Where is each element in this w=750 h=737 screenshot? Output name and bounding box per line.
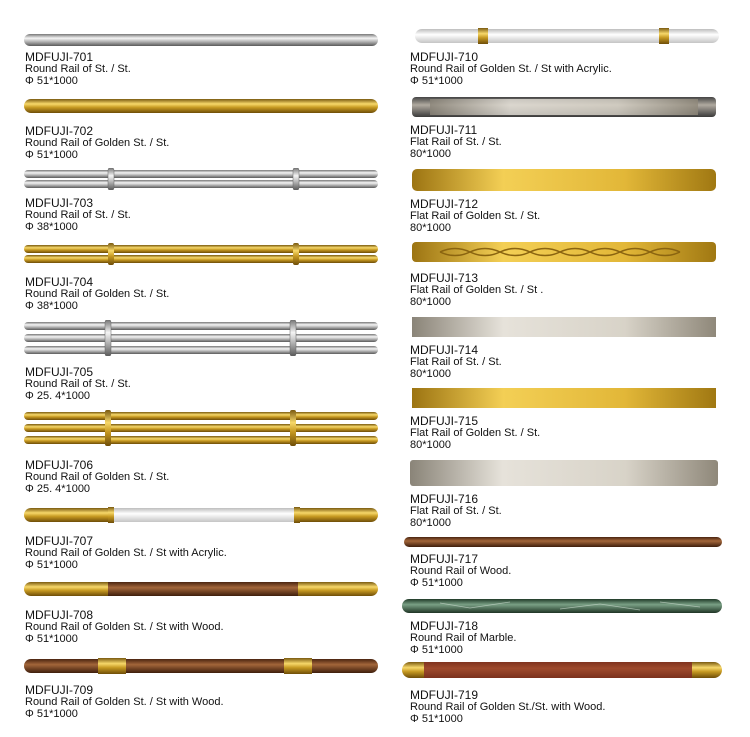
rail-703-image [22,168,382,190]
product-size: 80*1000 [410,439,451,451]
product-code: MDFUJI-717 [410,552,479,566]
product-description: Flat Rail of St. / St. [410,356,502,368]
product-description: Round Rail of St. / St. [25,63,131,75]
product-description: Round Rail of Marble. [410,632,517,644]
product-size: 80*1000 [410,517,451,529]
rail-714-image [410,315,720,339]
product-description: Round Rail of Golden St. / St. [25,137,170,149]
product-size: Φ 51*1000 [410,577,463,589]
rail-706-image [22,410,382,446]
product-description: Flat Rail of St. / St. [410,136,502,148]
product-description: Flat Rail of Golden St. / St. [410,427,541,439]
rail-712-image [410,167,720,193]
product-description: Round Rail of Golden St. / St with Wood. [25,621,224,633]
rail-719-image [400,660,724,680]
product-code: MDFUJI-704 [25,275,94,289]
product-description: Round Rail of Wood. [410,565,512,577]
rail-708-image [22,580,382,598]
product-size: Φ 25. 4*1000 [25,390,91,402]
product-size: Φ 38*1000 [25,221,78,233]
product-description: Round Rail of Golden St./St. with Wood. [410,701,606,713]
product-code: MDFUJI-706 [25,458,94,472]
product-code: MDFUJI-713 [410,271,479,285]
product-description: Round Rail of Golden St. / St. [25,288,170,300]
product-code: MDFUJI-719 [410,688,479,702]
product-code: MDFUJI-705 [25,365,94,379]
product-size: Φ 25. 4*1000 [25,483,91,495]
product-size: 80*1000 [410,222,451,234]
rail-711-image [410,95,720,119]
product-code: MDFUJI-701 [25,50,94,64]
product-size: Φ 51*1000 [25,633,78,645]
rail-710-image [413,27,723,45]
product-description: Flat Rail of Golden St. / St . [410,284,544,296]
product-size: Φ 51*1000 [25,75,78,87]
rail-702-image [22,98,382,114]
rail-717-image [402,536,724,548]
rail-718-image [400,598,724,614]
rail-707-image [22,506,382,524]
product-size: Φ 51*1000 [25,559,78,571]
rail-713-image [410,240,720,264]
product-description: Round Rail of Golden St. / St with Acrylic. [25,547,227,559]
product-code: MDFUJI-702 [25,124,94,138]
product-size: Φ 51*1000 [410,644,463,656]
product-size: 80*1000 [410,368,451,380]
product-size: 80*1000 [410,148,451,160]
product-size: Φ 51*1000 [25,149,78,161]
product-code: MDFUJI-710 [410,50,479,64]
rail-701-image [22,33,382,47]
product-code: MDFUJI-703 [25,196,94,210]
product-code: MDFUJI-708 [25,608,94,622]
rail-715-image [410,386,720,410]
product-code: MDFUJI-707 [25,534,94,548]
product-code: MDFUJI-709 [25,683,94,697]
rail-705-image [22,320,382,356]
rail-704-image [22,243,382,265]
product-description: Round Rail of St. / St. [25,378,131,390]
product-code: MDFUJI-716 [410,492,479,506]
product-code: MDFUJI-714 [410,343,479,357]
product-description: Round Rail of Golden St. / St with Acrylic. [410,63,612,75]
product-description: Round Rail of St. / St. [25,209,131,221]
product-code: MDFUJI-712 [410,197,479,211]
product-code: MDFUJI-715 [410,414,479,428]
product-size: Φ 38*1000 [25,300,78,312]
product-code: MDFUJI-711 [410,123,478,137]
product-description: Round Rail of Golden St. / St. [25,471,170,483]
product-size: Φ 51*1000 [410,713,463,725]
product-description: Round Rail of Golden St. / St with Wood. [25,696,224,708]
product-size: 80*1000 [410,296,451,308]
product-code: MDFUJI-718 [410,619,479,633]
product-description: Flat Rail of Golden St. / St. [410,210,541,222]
product-size: Φ 51*1000 [25,708,78,720]
product-size: Φ 51*1000 [410,75,463,87]
rail-709-image [22,657,382,675]
product-description: Flat Rail of St. / St. [410,505,502,517]
rail-716-image [408,458,720,488]
